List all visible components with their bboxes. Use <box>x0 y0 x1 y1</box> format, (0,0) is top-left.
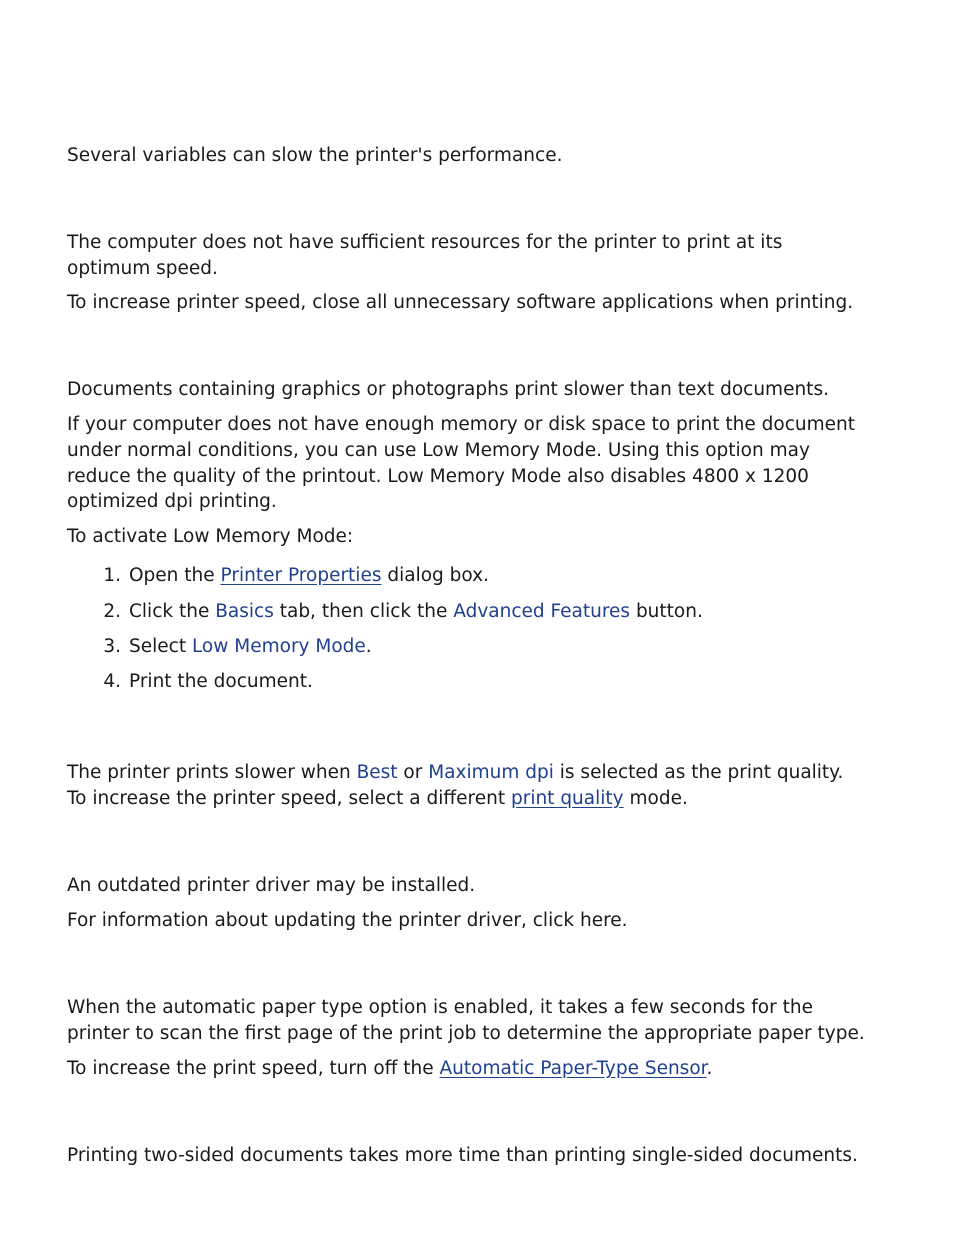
step-text: Click the Basics tab, then click the Advanced Features button. <box>129 601 703 622</box>
step-text: Select Low Memory Mode. <box>129 636 372 657</box>
step-number: 1. <box>103 565 121 586</box>
paper-type-tip: To increase the print speed, turn off the Automatic Paper-Type Sensor. <box>67 1058 713 1079</box>
low-memory-mode-keyword: Low Memory Mode <box>191 636 366 657</box>
paper-type-text-line-2: printer to scan the first page of the print job to determine the appropriate paper type. <box>67 1023 865 1044</box>
memory-text-line-4: optimized dpi printing. <box>67 491 277 512</box>
resources-text-line-1: The computer does not have sufficient resources for the printer to print at its <box>67 232 783 253</box>
step-text: Open the Printer Properties dialog box. <box>129 565 489 586</box>
driver-text: An outdated printer driver may be installed. <box>67 875 476 896</box>
two-sided-text: Printing two-sided documents takes more time than printing single-sided documents. <box>67 1145 858 1166</box>
maximum-dpi-keyword: Maximum dpi <box>428 762 554 783</box>
driver-update-text: For information about updating the printer driver, click here. <box>67 910 628 931</box>
memory-text-line-1: If your computer does not have enough memory or disk space to print the document <box>67 414 855 435</box>
resources-text-line-2: optimum speed. <box>67 258 218 279</box>
step-number: 3. <box>103 636 121 657</box>
step-number: 4. <box>103 671 121 692</box>
quality-text-line-2: To increase the printer speed, select a different print quality mode. <box>67 788 688 809</box>
printer-properties-link[interactable]: Printer Properties <box>220 565 382 586</box>
intro-text: Several variables can slow the printer's performance. <box>67 145 563 166</box>
step-number: 2. <box>103 601 121 622</box>
print-quality-link[interactable]: print quality <box>510 788 624 809</box>
activate-heading: To activate Low Memory Mode: <box>67 526 354 547</box>
best-keyword: Best <box>356 762 398 783</box>
memory-text-line-2: under normal conditions, you can use Low Memory Mode. Using this option may <box>67 440 810 461</box>
basics-tab-keyword: Basics <box>215 601 274 622</box>
resources-tip: To increase printer speed, close all unnecessary software applications when printing. <box>67 292 854 313</box>
automatic-paper-type-sensor-link[interactable]: Automatic Paper-Type Sensor <box>439 1058 707 1079</box>
memory-text-line-3: reduce the quality of the printout. Low Memory Mode also disables 4800 x 1200 <box>67 466 809 487</box>
paper-type-text-line-1: When the automatic paper type option is enabled, it takes a few seconds for the <box>67 997 813 1018</box>
advanced-features-keyword: Advanced Features <box>453 601 631 622</box>
graphics-intro: Documents containing graphics or photographs print slower than text documents. <box>67 379 829 400</box>
quality-text-line-1: The printer prints slower when Best or Maximum dpi is selected as the print quality. <box>67 762 844 783</box>
step-text: Print the document. <box>129 671 313 692</box>
